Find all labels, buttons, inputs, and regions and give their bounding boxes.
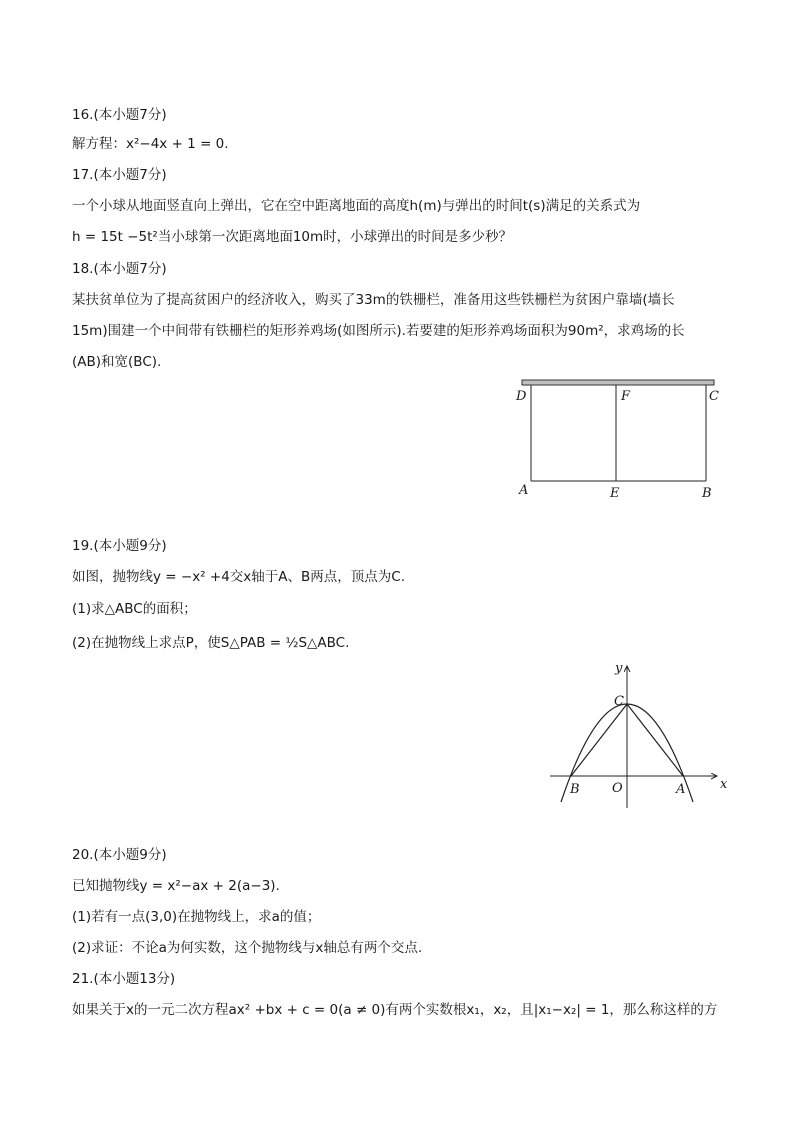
q18-heading: 18.(本小题7分) (72, 261, 167, 277)
q20-part2: (2)求证：不论a为何实数，这个抛物线与x轴总有两个交点. (72, 940, 423, 956)
q20-heading: 20.(本小题9分) (72, 847, 167, 863)
q19-parabola-figure (545, 660, 730, 812)
q17-text-line2: h = 15t −5t²当小球第一次距离地面10m时，小球弹出的时间是多少秒？ (72, 229, 513, 245)
label-a: A (519, 483, 529, 498)
label-e: E (610, 486, 620, 501)
q16-equation: 解方程：x²−4x + 1 = 0. (72, 136, 229, 152)
label-c: C (614, 694, 624, 709)
q20-text-line1: 已知抛物线y = x²−ax + 2(a−3). (72, 878, 280, 894)
segment-bc (571, 704, 627, 776)
wall (522, 380, 714, 385)
label-f: F (621, 389, 631, 404)
label-b: B (570, 782, 580, 797)
q20-part1: (1)若有一点(3,0)在抛物线上，求a的值； (72, 909, 321, 925)
label-d: D (516, 389, 527, 404)
q21-text-line1: 如果关于x的一元二次方程ax² +bx + c = 0(a ≠ 0)有两个实数根x₁，x₂，且|x₁−x₂| = 1，那么称这样的方 (72, 1002, 718, 1018)
q18-text-line1: 某扶贫单位为了提高贫困户的经济收入，购买了33m的铁栅栏，准备用这些铁栅栏为贫困户靠墙(墙长 (72, 292, 675, 308)
q18-text-line2: 15m)围建一个中间带有铁栅栏的矩形养鸡场(如图所示).若要建的矩形养鸡场面积为90m²，求鸡场的长 (72, 323, 685, 339)
label-c: C (709, 389, 719, 404)
label-y: y (615, 661, 623, 676)
q21-heading: 21.(本小题13分) (72, 971, 176, 987)
q18-chicken-farm-figure (500, 375, 730, 505)
label-o: O (612, 781, 623, 796)
q17-text-line1: 一个小球从地面竖直向上弹出，它在空中距离地面的高度h(m)与弹出的时间t(s)满足的关系式为 (72, 198, 641, 214)
q17-heading: 17.(本小题7分) (72, 167, 167, 183)
q19-part1: (1)求△ABC的面积； (72, 601, 197, 617)
label-x: x (720, 777, 728, 792)
label-b: B (702, 486, 712, 501)
q19-part2: (2)在抛物线上求点P，使S△PAB = ½S△ABC. (72, 635, 350, 651)
q19-text-line1: 如图，抛物线y = −x² +4交x轴于A、B两点，顶点为C. (72, 569, 405, 585)
q18-text-line3: (AB)和宽(BC). (72, 354, 162, 370)
label-a: A (676, 782, 686, 797)
q19-heading: 19.(本小题9分) (72, 538, 167, 554)
q16-heading: 16.(本小题7分) (72, 107, 167, 123)
segment-ac (627, 704, 683, 776)
